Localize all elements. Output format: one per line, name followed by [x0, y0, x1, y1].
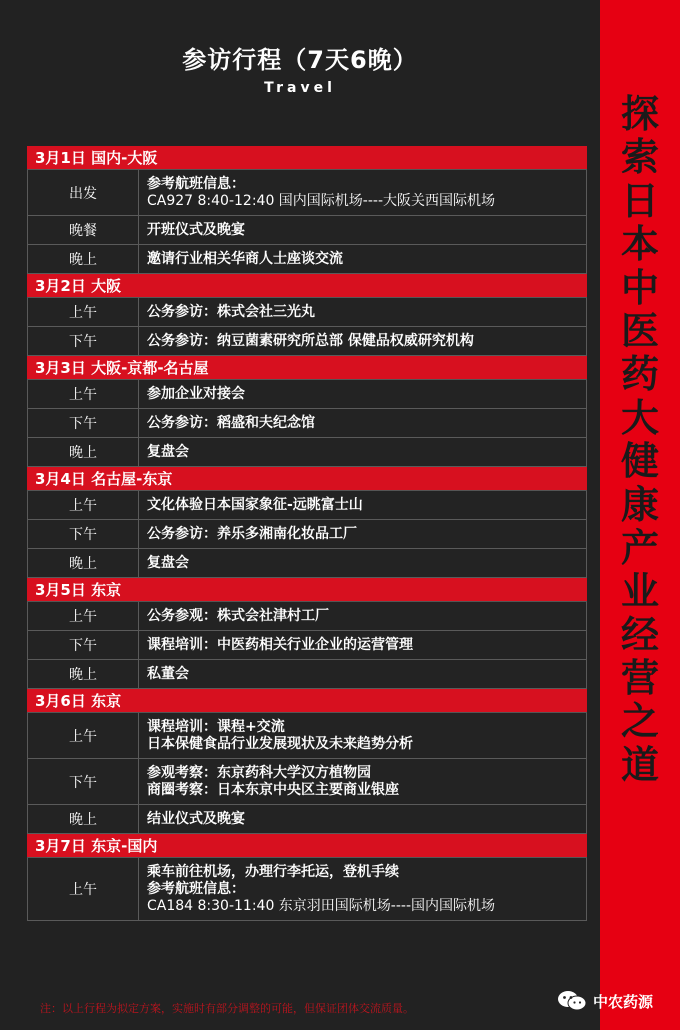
flight-info: CA184 8:30-11:40 东京羽田国际机场----国内国际机场 — [147, 897, 496, 914]
brand-logo — [557, 990, 653, 1012]
side-banner-char: 探 — [620, 91, 659, 136]
schedule-row — [27, 438, 587, 467]
side-banner-char: 药 — [620, 351, 659, 397]
day-header: 3月3日 大阪-京都-名古屋 — [27, 356, 587, 380]
schedule-row — [27, 327, 587, 356]
schedule-row — [27, 759, 587, 805]
time-slot: 下午 — [28, 327, 139, 355]
day-header: 3月6日 东京 — [27, 689, 587, 713]
activity-line: 私董会 — [147, 665, 189, 682]
side-banner-text — [600, 92, 680, 786]
wechat-bubble-icon — [557, 990, 587, 1012]
schedule-row — [27, 170, 587, 216]
time-slot: 下午 — [28, 520, 139, 548]
activity-line: 乘车前往机场，办理行李托运，登机手续 — [147, 863, 399, 880]
activity — [139, 608, 329, 625]
activity — [139, 176, 495, 210]
activity-line: 参考航班信息： — [147, 880, 245, 897]
schedule-row — [27, 245, 587, 274]
time-slot: 上午 — [28, 858, 139, 920]
activity-line: 公务参访：株式会社三光丸 — [147, 303, 315, 320]
time-slot: 晚餐 — [28, 216, 139, 244]
schedule-row — [27, 298, 587, 327]
schedule-row — [27, 602, 587, 631]
activity-line: 复盘会 — [147, 554, 189, 571]
activity-line: 参加企业对接会 — [147, 385, 245, 402]
activity — [139, 719, 413, 753]
activity — [139, 222, 245, 239]
activity — [139, 864, 495, 915]
side-banner-char: 健 — [620, 438, 659, 484]
activity-line: 课程培训：中医药相关行业企业的运营管理 — [147, 636, 413, 653]
activity-line: 复盘会 — [147, 443, 189, 460]
side-banner-char: 之 — [620, 698, 659, 744]
activity — [139, 637, 413, 654]
activity — [139, 811, 245, 828]
time-slot: 晚上 — [28, 549, 139, 577]
activity-line: 公务参访：养乐多湘南化妆品工厂 — [147, 525, 357, 542]
page-subtitle: Travel — [264, 80, 336, 96]
activity — [139, 497, 363, 514]
side-banner-char: 日 — [620, 177, 659, 223]
time-slot: 下午 — [28, 759, 139, 804]
time-slot: 晚上 — [28, 438, 139, 466]
activity — [139, 526, 357, 543]
time-slot: 上午 — [28, 298, 139, 326]
day-header: 3月4日 名古屋-东京 — [27, 467, 587, 491]
side-banner-char: 医 — [620, 307, 659, 353]
schedule-row — [27, 713, 587, 759]
footer-note: 注：以上行程为拟定方案，实施时有部分调整的可能，但保证团体交流质量。 — [40, 1002, 414, 1015]
activity — [139, 415, 315, 432]
side-banner-char: 业 — [620, 568, 659, 614]
side-banner-char: 营 — [620, 655, 659, 701]
time-slot: 晚上 — [28, 660, 139, 688]
activity-line: 参考航班信息： — [147, 175, 245, 192]
side-banner-char: 索 — [620, 134, 659, 180]
side-banner-char: 中 — [620, 264, 659, 310]
flight-info: CA927 8:40-12:40 国内国际机场----大阪关西国际机场 — [147, 192, 496, 209]
time-slot: 上午 — [28, 380, 139, 408]
schedule-row — [27, 380, 587, 409]
activity — [139, 251, 343, 268]
time-slot: 出发 — [28, 170, 139, 215]
side-banner-char: 产 — [620, 524, 659, 570]
activity — [139, 333, 474, 350]
schedule-row — [27, 858, 587, 921]
side-banner-char: 大 — [620, 394, 659, 440]
schedule-row — [27, 660, 587, 689]
time-slot: 下午 — [28, 409, 139, 437]
activity-line: 邀请行业相关华商人士座谈交流 — [147, 250, 343, 267]
schedule-row — [27, 491, 587, 520]
time-slot: 上午 — [28, 713, 139, 758]
activity — [139, 444, 189, 461]
activity-line: 课程培训：课程+交流 — [147, 718, 285, 735]
time-slot: 上午 — [28, 602, 139, 630]
time-slot: 下午 — [28, 631, 139, 659]
activity-line: 日本保健食品行业发展现状及未来趋势分析 — [147, 735, 413, 752]
side-banner-char: 康 — [620, 481, 659, 527]
activity-line: 参观考察：东京药科大学汉方植物园 — [147, 764, 371, 781]
brand-name: 中农药源 — [593, 992, 654, 1011]
side-banner-char: 本 — [620, 221, 659, 267]
time-slot: 晚上 — [28, 245, 139, 273]
activity — [139, 555, 189, 572]
time-slot: 上午 — [28, 491, 139, 519]
schedule-row — [27, 409, 587, 438]
activity — [139, 765, 399, 799]
schedule-row — [27, 805, 587, 834]
schedule-table — [27, 146, 587, 921]
activity-line: 公务参访：纳豆菌素研究所总部 保健品权威研究机构 — [147, 332, 474, 349]
activity-line: 公务参观：株式会社津村工厂 — [147, 607, 329, 624]
schedule-row — [27, 216, 587, 245]
day-header: 3月7日 东京-国内 — [27, 834, 587, 858]
activity — [139, 304, 315, 321]
day-header: 3月1日 国内-大阪 — [27, 146, 587, 170]
side-banner-char: 经 — [620, 611, 659, 657]
time-slot: 晚上 — [28, 805, 139, 833]
schedule-row — [27, 520, 587, 549]
day-header: 3月2日 大阪 — [27, 274, 587, 298]
schedule-row — [27, 631, 587, 660]
day-header: 3月5日 东京 — [27, 578, 587, 602]
activity-line: 公务参访：稻盛和夫纪念馆 — [147, 414, 315, 431]
page-title: 参访行程（7天6晚） — [182, 46, 418, 74]
activity — [139, 666, 189, 683]
activity-line: 开班仪式及晚宴 — [147, 221, 245, 238]
activity-line: 商圈考察：日本东京中央区主要商业银座 — [147, 781, 399, 798]
schedule-row — [27, 549, 587, 578]
activity-line: 文化体验日本国家象征-远眺富士山 — [147, 496, 363, 513]
activity-line: 结业仪式及晚宴 — [147, 810, 245, 827]
side-banner-char: 道 — [620, 741, 659, 787]
activity — [139, 386, 245, 403]
